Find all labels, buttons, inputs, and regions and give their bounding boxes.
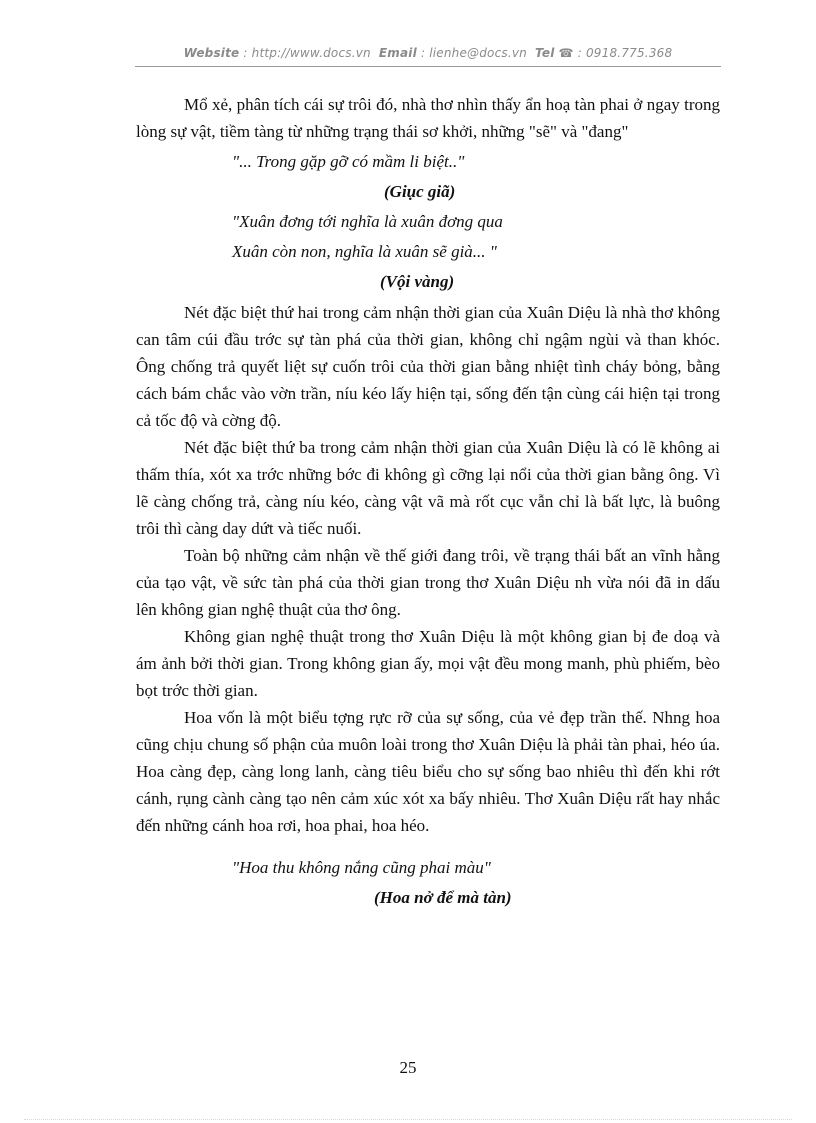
page-number: 25	[399, 1058, 417, 1077]
header-divider	[135, 66, 721, 67]
tel-label: Tel	[535, 46, 555, 60]
tel-value: ☎ : 0918.775.368	[558, 46, 673, 60]
paragraph-6: Hoa vốn là một biểu tợng rực rỡ của sự sống, của vẻ đẹp trần thế. Nhng hoa cũng chịu chung số phận của muôn loài trong thơ Xuân Diệu là phải tàn phai, héo úa. Hoa càng đẹp, càng long lanh, càng tiêu biểu cho sự sống bao nhiêu thì đến khi rớt cánh, rụng cành càng tạo nên cảm xúc xót xa bấy nhiêu. Thơ Xuân Diệu rất hay nhắc đến những cánh hoa rơi, hoa phai, hoa héo.	[136, 708, 720, 835]
paragraph-4: Toàn bộ những cảm nhận về thế giới đang trôi, về trạng thái bất an vĩnh hằng của tạo vật, về sức tàn phá của thời gian trong thơ Xuân Diệu nh vừa nói đã in dấu lên không gian nghệ thuật của thơ ông.	[136, 546, 720, 619]
website-label: Website	[183, 46, 240, 60]
website-value: : http://www.docs.vn	[243, 46, 371, 60]
paragraph-3: Nét đặc biệt thứ ba trong cảm nhận thời gian của Xuân Diệu là có lẽ không ai thấm thía, xót xa trớc những bớc đi không gì cỡng lại nổi của thời gian bằng ông. Vì lẽ càng chống trả, càng níu kéo, càng vật vã mà rốt cục vẫn chỉ là bất lực, là buông trôi thì càng day dứt và tiếc nuối.	[136, 438, 720, 538]
verse-quote-2-line-2: Xuân còn non, nghĩa là xuân sẽ già... "	[232, 242, 497, 261]
page-header	[135, 46, 721, 60]
paragraph-2: Nét đặc biệt thứ hai trong cảm nhận thời gian của Xuân Diệu là nhà thơ không can tâm cúi đầu trớc sự tàn phá của thời gian, không chỉ ngậm ngùi và than khóc. Ông chống trả quyết liệt sự cuốn trôi của thời gian bằng nhiệt tình cháy bỏng, bằng cách bám chắc vào vờn trần, níu kéo lấy hiện tại, sống đến tận cùng cái hiện tại trong cả tốc độ và cờng độ.	[136, 303, 720, 430]
spacer	[136, 839, 720, 849]
email-value: : lienhe@docs.vn	[420, 46, 527, 60]
verse-quote-1: "... Trong gặp gỡ có mầm li biệt.."	[232, 152, 465, 171]
paragraph-1: Mổ xẻ, phân tích cái sự trôi đó, nhà thơ nhìn thấy ẩn hoạ tàn phai ở ngay trong lòng sự vật, tiềm tàng từ những trạng thái sơ khởi, những "sẽ" và "đang"	[136, 95, 720, 141]
email-label: Email	[378, 46, 417, 60]
footer-divider	[24, 1119, 792, 1120]
citation-giuc-gia: (Giục giã)	[384, 182, 456, 201]
citation-hoa-no-de-ma-tan: (Hoa nở để mà tàn)	[374, 888, 512, 907]
verse-quote-3: "Hoa thu không nắng cũng phai màu"	[232, 858, 491, 877]
citation-voi-vang: (Vội vàng)	[380, 272, 455, 291]
paragraph-5: Không gian nghệ thuật trong thơ Xuân Diệu là một không gian bị đe doạ và ám ảnh bởi thời gian. Trong không gian ấy, mọi vật đều mong manh, phù phiếm, bèo bọt trớc thời gian.	[136, 627, 720, 700]
verse-quote-2-line-1: "Xuân đơng tới nghĩa là xuân đơng qua	[232, 212, 503, 231]
page-body	[136, 91, 720, 913]
